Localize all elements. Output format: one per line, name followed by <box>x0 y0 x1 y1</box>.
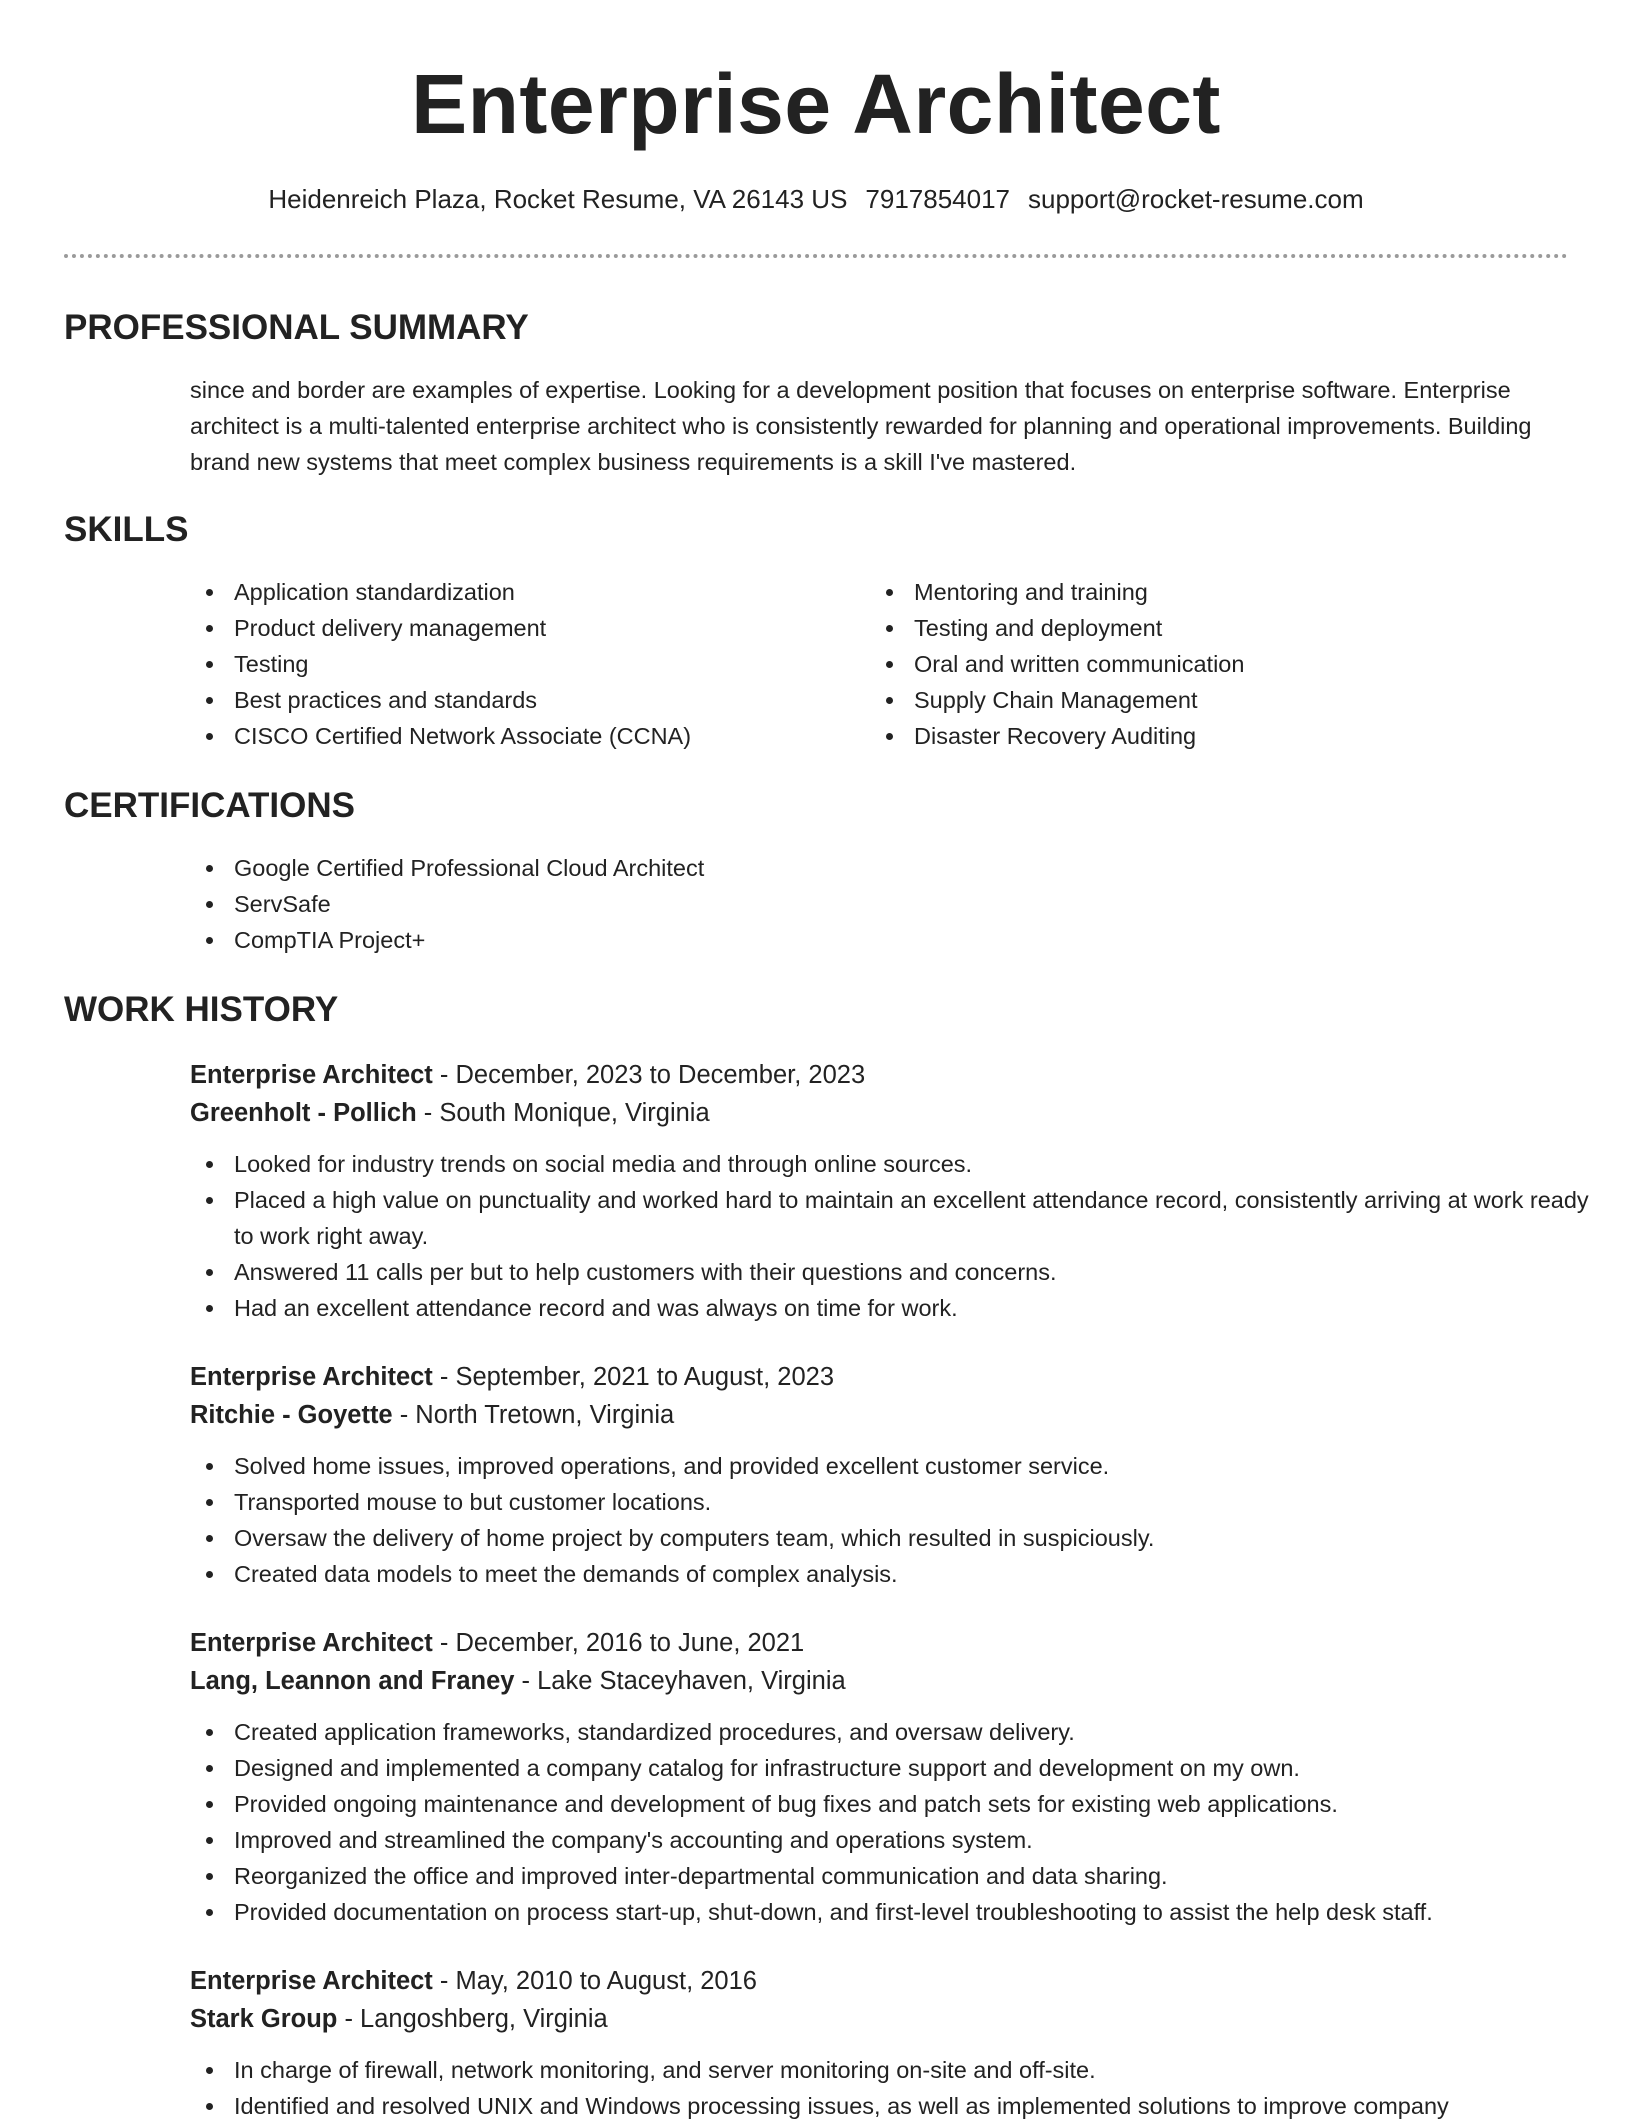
job-company: Greenholt - Pollich <box>190 1099 417 1127</box>
job-role: Enterprise Architect <box>190 1061 433 1089</box>
header-divider <box>64 254 1568 258</box>
job-bullet: Created data models to meet the demands of complex analysis. <box>190 1556 1600 1592</box>
job-bullet: Reorganized the office and improved inter-departmental communication and data sharing. <box>190 1858 1600 1894</box>
skill-item: Testing <box>190 646 870 682</box>
job-location: - South Monique, Virginia <box>416 1099 710 1127</box>
contact-email: support@rocket-resume.com <box>1028 184 1364 214</box>
skill-item: Testing and deployment <box>870 610 1550 646</box>
job-company: Lang, Leannon and Franey <box>190 1667 515 1695</box>
job-location: - Lake Staceyhaven, Virginia <box>514 1667 846 1695</box>
skill-item: Best practices and standards <box>190 682 870 718</box>
job-dates: - December, 2016 to June, 2021 <box>432 1629 805 1657</box>
job-bullet: Answered 11 calls per but to help customers with their questions and concerns. <box>190 1254 1600 1290</box>
job-entry <box>190 1056 1589 1326</box>
job-bullet: Provided ongoing maintenance and development of bug fixes and patch sets for existing web applications. <box>190 1786 1600 1822</box>
job-role: Enterprise Architect <box>190 1363 433 1391</box>
job-bullets <box>190 2052 1600 2124</box>
job-bullet: Designed and implemented a company catalog for infrastructure support and development on my own. <box>190 1750 1600 1786</box>
job-location: - Langoshberg, Virginia <box>337 2005 608 2033</box>
job-dates: - May, 2010 to August, 2016 <box>432 1967 757 1995</box>
job-role-line <box>190 1358 1568 1396</box>
job-bullets <box>190 1714 1600 1930</box>
certification-item: CompTIA Project+ <box>190 922 1568 958</box>
skill-item: Application standardization <box>190 574 870 610</box>
skill-item: Product delivery management <box>190 610 870 646</box>
job-role-line <box>190 1962 1568 2000</box>
job-role: Enterprise Architect <box>190 1967 433 1995</box>
certifications-list <box>190 850 1568 958</box>
job-entry <box>190 1962 1568 2124</box>
skills-list-left <box>190 574 870 754</box>
job-bullet: Provided documentation on process start-up, shut-down, and first-level troubleshooting to assist the help desk staff. <box>190 1894 1600 1930</box>
job-bullet: Placed a high value on punctuality and worked hard to maintain an excellent attendance record, consistently arriving at work ready to work right away. <box>190 1182 1600 1254</box>
section-title-skills: SKILLS <box>64 510 189 549</box>
skills-list-right <box>870 574 1550 754</box>
job-bullets <box>190 1448 1600 1592</box>
job-dates: - December, 2023 to December, 2023 <box>432 1061 866 1089</box>
job-bullet: Improved and streamlined the company's accounting and operations system. <box>190 1822 1600 1858</box>
skill-item: Supply Chain Management <box>870 682 1550 718</box>
job-bullet: Looked for industry trends on social media and through online sources. <box>190 1146 1600 1182</box>
certification-item: ServSafe <box>190 886 1568 922</box>
section-title-work-history: WORK HISTORY <box>64 990 339 1029</box>
job-company-line <box>190 1396 1568 1434</box>
certification-item: Google Certified Professional Cloud Architect <box>190 850 1568 886</box>
job-entry <box>190 1624 1568 1930</box>
candidate-name: Enterprise Architect <box>411 57 1221 151</box>
skill-item: Mentoring and training <box>870 574 1550 610</box>
job-company-line <box>190 1662 1568 1700</box>
job-role-line <box>190 1056 1568 1094</box>
job-bullets <box>190 1146 1600 1326</box>
skill-item: Disaster Recovery Auditing <box>870 718 1550 754</box>
job-dates: - September, 2021 to August, 2023 <box>432 1363 835 1391</box>
job-company: Ritchie - Goyette <box>190 1401 393 1429</box>
contact-address: Heidenreich Plaza, Rocket Resume, VA 26143 US <box>268 184 848 214</box>
job-bullet: Identified and resolved UNIX and Windows processing issues, as well as implemented solutions to improve company <box>190 2088 1600 2124</box>
job-entry <box>190 1358 1568 1592</box>
job-bullet: Transported mouse to but customer locations. <box>190 1484 1600 1520</box>
section-title-certifications: CERTIFICATIONS <box>64 786 356 825</box>
job-company-line <box>190 1094 1568 1132</box>
skills-columns <box>190 574 1568 754</box>
job-bullet: In charge of firewall, network monitoring, and server monitoring on-site and off-site. <box>190 2052 1600 2088</box>
contact-line <box>64 156 1568 216</box>
job-role-line <box>190 1624 1568 1662</box>
job-bullet: Created application frameworks, standardized procedures, and oversaw delivery. <box>190 1714 1600 1750</box>
job-role: Enterprise Architect <box>190 1629 433 1657</box>
job-bullet: Oversaw the delivery of home project by computers team, which resulted in suspiciously. <box>190 1520 1600 1556</box>
job-bullet: Solved home issues, improved operations, and provided excellent customer service. <box>190 1448 1600 1484</box>
skill-item: CISCO Certified Network Associate (CCNA) <box>190 718 870 754</box>
skill-item: Oral and written communication <box>870 646 1550 682</box>
job-bullet: Had an excellent attendance record and was always on time for work. <box>190 1290 1600 1326</box>
section-title-summary: PROFESSIONAL SUMMARY <box>64 308 529 347</box>
contact-phone: 7917854017 <box>865 184 1011 214</box>
job-company-line <box>190 2000 1568 2038</box>
job-company: Stark Group <box>190 2005 338 2033</box>
summary-text: since and border are examples of expertise. Looking for a development position that focuses on enterprise software. Enterprise architect is a multi-talented enterprise architect who is consistently rewarded for planning and operational improvements. Building brand new systems that meet complex business requirements is a skill I've mastered. <box>190 377 1532 475</box>
job-location: - North Tretown, Virginia <box>392 1401 675 1429</box>
